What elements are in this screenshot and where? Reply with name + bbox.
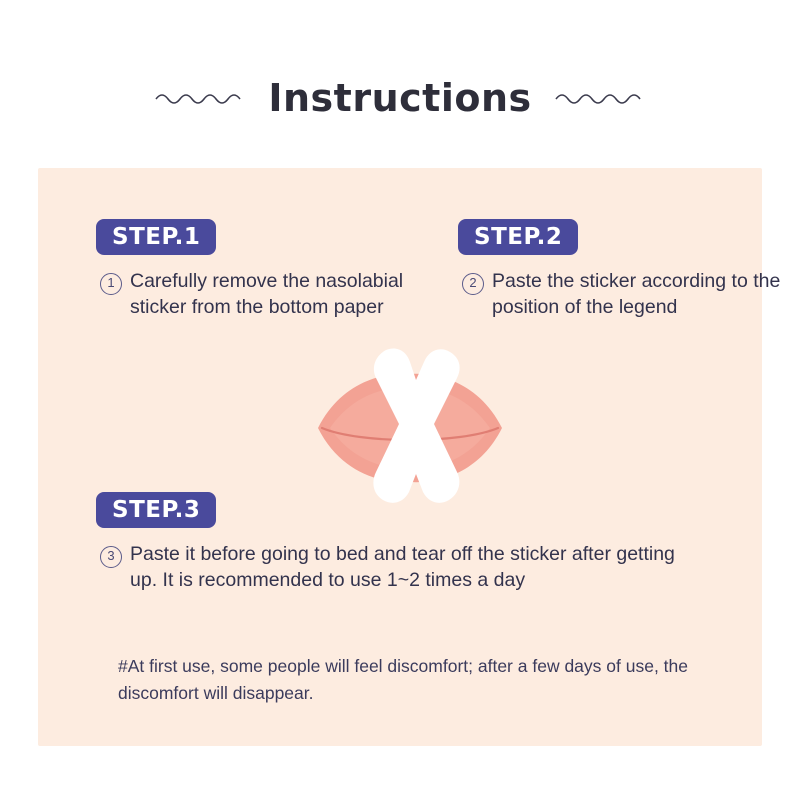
step-3-text: Paste it before going to bed and tear off the sticker after getting up. It is recommended to use 1~2 times a day — [130, 543, 675, 591]
step-3-badge: STEP.3 — [96, 492, 216, 528]
footnote-text: #At first use, some people will feel discomfort; after a few days of use, the discomfort will disappear. — [118, 656, 688, 703]
nasolabial-sticker-diagram — [300, 348, 520, 508]
wavy-line-icon-right — [554, 90, 646, 106]
step-1-text: Carefully remove the nasolabial sticker from the bottom paper — [130, 270, 404, 318]
wavy-line-icon-left — [154, 90, 246, 106]
step-2-number: 2 — [462, 273, 484, 295]
page-title: Instructions — [268, 76, 532, 120]
step-2-text: Paste the sticker according to the position of the legend — [492, 270, 781, 318]
step-1-number: 1 — [100, 273, 122, 295]
step-1-badge: STEP.1 — [96, 219, 216, 255]
instructions-card — [38, 168, 781, 746]
page-header — [0, 62, 800, 134]
step-3-number: 3 — [100, 546, 122, 568]
step-2-badge: STEP.2 — [458, 219, 578, 255]
step-2-block — [462, 268, 792, 320]
step-3-block — [100, 541, 700, 593]
step-1-block — [100, 268, 410, 320]
